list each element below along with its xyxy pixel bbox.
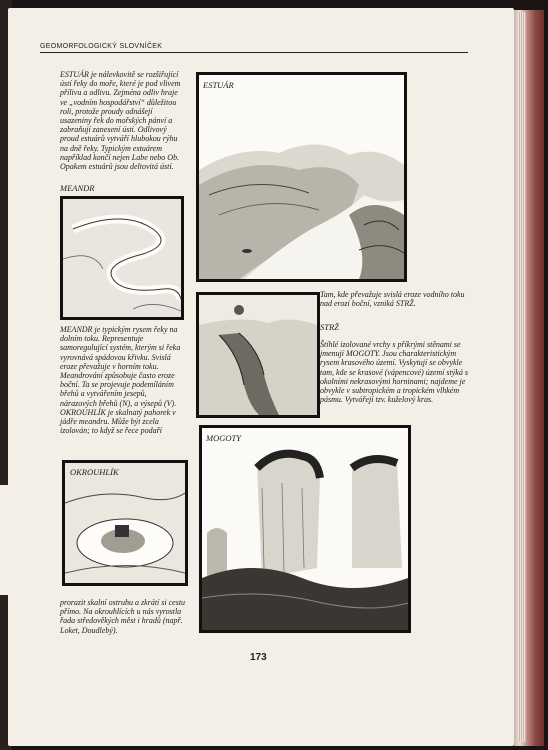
okrouhlik-illustration	[62, 460, 188, 586]
running-header: GEOMORFOLOGICKÝ SLOVNÍČEK	[40, 43, 163, 50]
mogoty-drawing	[202, 428, 408, 630]
estuar-drawing	[199, 75, 404, 279]
okrouhlik-drawing	[65, 463, 185, 583]
meandr-paragraph: MEANDR je typickým rysem řeky na dolním toku. Representuje samoregulující systém, kterým si řeka vyrovnává spádovou křivku. Svislá eroze převažuje v horním toku. Meandrování způsobuje často eroze boční. Ta se projevuje podemíláním břehů a vytvářením jesepů, nárazových břehů (N), a výsepů (V). OKROUHLÍK je skalnatý pahorek v jádře meandru. Může být zcela izolován; to když se řece podaří	[60, 325, 181, 436]
page-tab-marker	[0, 485, 8, 595]
meandr-label: MEANDR	[60, 183, 95, 193]
estuar-paragraph: ESTUÁR je nálevkovitě se rozšiřující ústí řeky do moře, které je pod vlivem přílivu a odlivu. Zejména odliv hraje ve „vodním hospodářství“ důležitou roli, protože proudy odnášejí usazeniny řek do mořských pánví a zabraňují zanesení ústí. Odlivový proud estuárů vytváří hlubokou rýhu na dně řeky. Typickým estuárem například končí nejen Labe nebo Ob. Opakem estuárů jsou deltovitá ústí.	[60, 70, 181, 172]
estuar-illustration	[196, 72, 407, 282]
header-rule	[40, 52, 468, 53]
mogoty-paragraph: Štíhlé izolované vrchy s příkrými stěnami se jmenují MOGOTY. Jsou charakteristickým rysem krasového území. Vyskytují se obvykle tam, kde se krasové (vápencové) území stýká s okolními nekrasovými horninami; najdeme je obvykle v subtropickém a tropickém vlhkém pásmu. Vytvářejí tzv. kuželový kras.	[320, 340, 468, 405]
okrouhlik-caption: prorazit skalní ostruhu a zkrátí si cestu přímo. Na okrouhlících u nás vyrostla řada středověkých měst i hradů (např. Loket, Doudlebý).	[60, 598, 186, 635]
mogoty-illustration	[199, 425, 411, 633]
strz-label: STRŽ	[320, 322, 339, 332]
meandr-illustration	[60, 196, 184, 320]
strz-drawing	[199, 295, 317, 415]
strz-illustration	[196, 292, 320, 418]
estuar-label: ESTUÁR	[203, 80, 234, 90]
okrouhlik-label: OKROUHLÍK	[70, 467, 119, 477]
strz-caption: Tam, kde převažuje svislá eroze vodního toku nad erozí boční, vzniká STRŽ.	[320, 290, 465, 309]
mogoty-label: MOGOTY	[206, 433, 241, 443]
page-number: 173	[250, 652, 267, 663]
page-edge-lines	[518, 12, 526, 742]
meandr-drawing	[63, 199, 181, 317]
